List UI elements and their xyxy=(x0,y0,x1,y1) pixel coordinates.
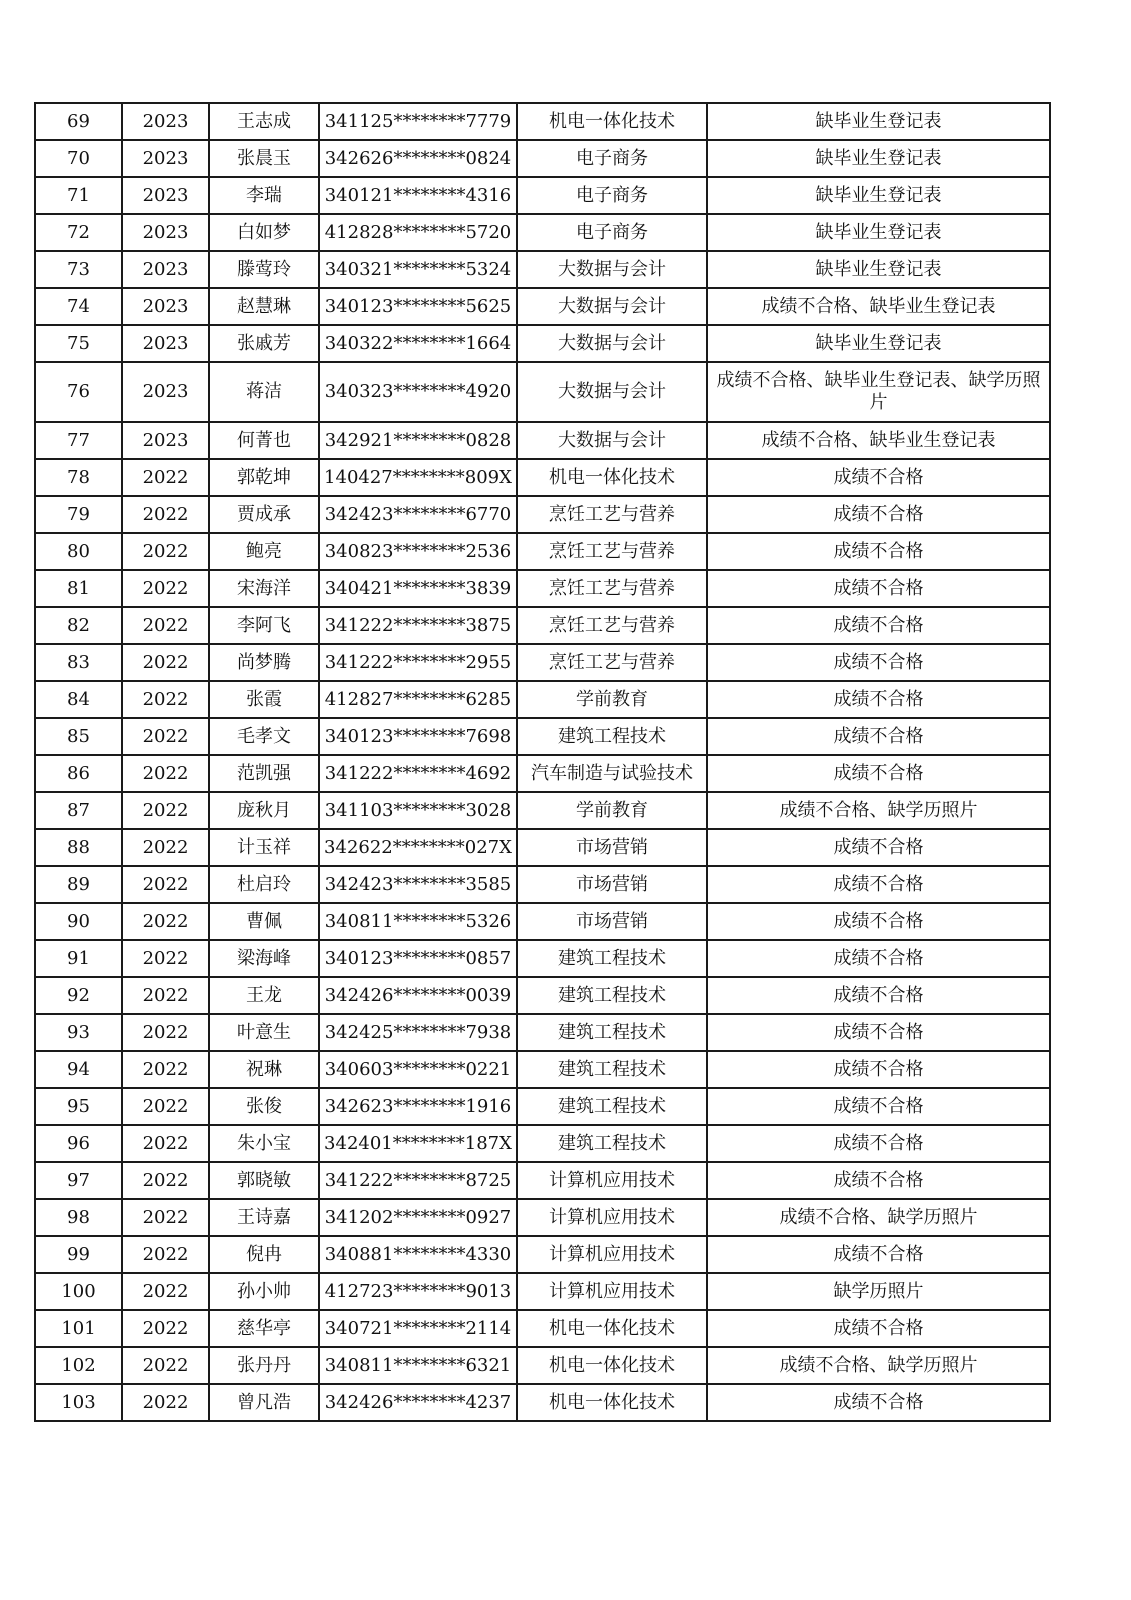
table-row xyxy=(35,214,1050,251)
table-row xyxy=(35,288,1050,325)
row-number-cell: 86 xyxy=(35,755,122,792)
student-name-cell: 张戚芳 xyxy=(209,325,319,362)
table-row xyxy=(35,1162,1050,1199)
id-number-cell: 412828********5720 xyxy=(319,214,517,251)
major-cell: 大数据与会计 xyxy=(517,362,707,422)
major-cell: 学前教育 xyxy=(517,681,707,718)
table-row xyxy=(35,1014,1050,1051)
student-name-cell: 杜启玲 xyxy=(209,866,319,903)
major-cell: 电子商务 xyxy=(517,140,707,177)
table-row xyxy=(35,103,1050,140)
year-cell: 2023 xyxy=(122,177,209,214)
remark-cell: 成绩不合格 xyxy=(707,866,1050,903)
id-number-cell: 342626********0824 xyxy=(319,140,517,177)
remark-cell: 成绩不合格 xyxy=(707,681,1050,718)
table-row xyxy=(35,755,1050,792)
student-name-cell: 曾凡浩 xyxy=(209,1384,319,1421)
table-row xyxy=(35,140,1050,177)
student-name-cell: 梁海峰 xyxy=(209,940,319,977)
id-number-cell: 342426********0039 xyxy=(319,977,517,1014)
major-cell: 机电一体化技术 xyxy=(517,459,707,496)
table-row xyxy=(35,977,1050,1014)
student-name-cell: 白如梦 xyxy=(209,214,319,251)
row-number-cell: 75 xyxy=(35,325,122,362)
table-row xyxy=(35,1088,1050,1125)
table-row xyxy=(35,422,1050,459)
year-cell: 2022 xyxy=(122,1236,209,1273)
id-number-cell: 340123********0857 xyxy=(319,940,517,977)
year-cell: 2022 xyxy=(122,1347,209,1384)
table-row xyxy=(35,829,1050,866)
row-number-cell: 70 xyxy=(35,140,122,177)
row-number-cell: 77 xyxy=(35,422,122,459)
row-number-cell: 76 xyxy=(35,362,122,422)
id-number-cell: 341222********3875 xyxy=(319,607,517,644)
remark-cell: 成绩不合格 xyxy=(707,755,1050,792)
id-number-cell: 342622********027X xyxy=(319,829,517,866)
student-name-cell: 范凯强 xyxy=(209,755,319,792)
year-cell: 2022 xyxy=(122,718,209,755)
row-number-cell: 85 xyxy=(35,718,122,755)
student-name-cell: 宋海洋 xyxy=(209,570,319,607)
major-cell: 建筑工程技术 xyxy=(517,1051,707,1088)
major-cell: 市场营销 xyxy=(517,829,707,866)
year-cell: 2022 xyxy=(122,607,209,644)
major-cell: 学前教育 xyxy=(517,792,707,829)
id-number-cell: 340323********4920 xyxy=(319,362,517,422)
major-cell: 建筑工程技术 xyxy=(517,977,707,1014)
year-cell: 2023 xyxy=(122,214,209,251)
remark-cell: 成绩不合格 xyxy=(707,607,1050,644)
id-number-cell: 340121********4316 xyxy=(319,177,517,214)
table-row xyxy=(35,251,1050,288)
table-row xyxy=(35,607,1050,644)
year-cell: 2022 xyxy=(122,940,209,977)
row-number-cell: 88 xyxy=(35,829,122,866)
major-cell: 机电一体化技术 xyxy=(517,1347,707,1384)
year-cell: 2022 xyxy=(122,792,209,829)
table-row xyxy=(35,644,1050,681)
year-cell: 2022 xyxy=(122,533,209,570)
id-number-cell: 341222********8725 xyxy=(319,1162,517,1199)
major-cell: 建筑工程技术 xyxy=(517,1125,707,1162)
row-number-cell: 97 xyxy=(35,1162,122,1199)
table-row xyxy=(35,940,1050,977)
major-cell: 机电一体化技术 xyxy=(517,103,707,140)
major-cell: 建筑工程技术 xyxy=(517,1088,707,1125)
year-cell: 2022 xyxy=(122,459,209,496)
remark-cell: 成绩不合格 xyxy=(707,718,1050,755)
id-number-cell: 340811********6321 xyxy=(319,1347,517,1384)
row-number-cell: 90 xyxy=(35,903,122,940)
major-cell: 烹饪工艺与营养 xyxy=(517,496,707,533)
student-name-cell: 叶意生 xyxy=(209,1014,319,1051)
id-number-cell: 340881********4330 xyxy=(319,1236,517,1273)
row-number-cell: 94 xyxy=(35,1051,122,1088)
student-name-cell: 曹佩 xyxy=(209,903,319,940)
remark-cell: 成绩不合格 xyxy=(707,829,1050,866)
remark-cell: 缺毕业生登记表 xyxy=(707,140,1050,177)
major-cell: 建筑工程技术 xyxy=(517,718,707,755)
row-number-cell: 98 xyxy=(35,1199,122,1236)
id-number-cell: 341222********4692 xyxy=(319,755,517,792)
row-number-cell: 93 xyxy=(35,1014,122,1051)
student-name-cell: 张晨玉 xyxy=(209,140,319,177)
table-body xyxy=(35,103,1050,1421)
remark-cell: 成绩不合格、缺毕业生登记表、缺学历照片 xyxy=(707,362,1050,422)
major-cell: 机电一体化技术 xyxy=(517,1384,707,1421)
student-name-cell: 毛孝文 xyxy=(209,718,319,755)
row-number-cell: 81 xyxy=(35,570,122,607)
table-row xyxy=(35,177,1050,214)
major-cell: 大数据与会计 xyxy=(517,251,707,288)
year-cell: 2023 xyxy=(122,140,209,177)
row-number-cell: 99 xyxy=(35,1236,122,1273)
year-cell: 2022 xyxy=(122,1273,209,1310)
student-name-cell: 倪冉 xyxy=(209,1236,319,1273)
year-cell: 2022 xyxy=(122,866,209,903)
id-number-cell: 342401********187X xyxy=(319,1125,517,1162)
row-number-cell: 78 xyxy=(35,459,122,496)
table-row xyxy=(35,1384,1050,1421)
year-cell: 2022 xyxy=(122,1199,209,1236)
row-number-cell: 82 xyxy=(35,607,122,644)
major-cell: 电子商务 xyxy=(517,214,707,251)
row-number-cell: 102 xyxy=(35,1347,122,1384)
student-name-cell: 滕莺玲 xyxy=(209,251,319,288)
table-row xyxy=(35,866,1050,903)
table-row xyxy=(35,459,1050,496)
remark-cell: 成绩不合格 xyxy=(707,1162,1050,1199)
year-cell: 2023 xyxy=(122,362,209,422)
major-cell: 计算机应用技术 xyxy=(517,1162,707,1199)
id-number-cell: 340321********5324 xyxy=(319,251,517,288)
year-cell: 2022 xyxy=(122,1125,209,1162)
id-number-cell: 341103********3028 xyxy=(319,792,517,829)
major-cell: 市场营销 xyxy=(517,866,707,903)
student-name-cell: 何菁也 xyxy=(209,422,319,459)
student-name-cell: 张霞 xyxy=(209,681,319,718)
year-cell: 2022 xyxy=(122,1384,209,1421)
major-cell: 机电一体化技术 xyxy=(517,1310,707,1347)
table-row xyxy=(35,570,1050,607)
student-name-cell: 李阿飞 xyxy=(209,607,319,644)
remark-cell: 成绩不合格 xyxy=(707,570,1050,607)
student-name-cell: 郭乾坤 xyxy=(209,459,319,496)
row-number-cell: 95 xyxy=(35,1088,122,1125)
year-cell: 2022 xyxy=(122,755,209,792)
remark-cell: 成绩不合格 xyxy=(707,644,1050,681)
id-number-cell: 341222********2955 xyxy=(319,644,517,681)
year-cell: 2023 xyxy=(122,251,209,288)
table-row xyxy=(35,1310,1050,1347)
major-cell: 汽车制造与试验技术 xyxy=(517,755,707,792)
remark-cell: 成绩不合格、缺学历照片 xyxy=(707,1347,1050,1384)
student-name-cell: 张丹丹 xyxy=(209,1347,319,1384)
student-name-cell: 祝琳 xyxy=(209,1051,319,1088)
remark-cell: 缺毕业生登记表 xyxy=(707,214,1050,251)
year-cell: 2023 xyxy=(122,325,209,362)
row-number-cell: 73 xyxy=(35,251,122,288)
student-name-cell: 张俊 xyxy=(209,1088,319,1125)
table-row xyxy=(35,903,1050,940)
table-row xyxy=(35,681,1050,718)
id-number-cell: 342425********7938 xyxy=(319,1014,517,1051)
year-cell: 2022 xyxy=(122,829,209,866)
id-number-cell: 340123********7698 xyxy=(319,718,517,755)
row-number-cell: 72 xyxy=(35,214,122,251)
remark-cell: 成绩不合格、缺学历照片 xyxy=(707,1199,1050,1236)
student-name-cell: 鲍亮 xyxy=(209,533,319,570)
remark-cell: 缺毕业生登记表 xyxy=(707,103,1050,140)
student-name-cell: 王志成 xyxy=(209,103,319,140)
row-number-cell: 71 xyxy=(35,177,122,214)
remark-cell: 成绩不合格 xyxy=(707,1014,1050,1051)
student-name-cell: 朱小宝 xyxy=(209,1125,319,1162)
major-cell: 计算机应用技术 xyxy=(517,1199,707,1236)
id-number-cell: 340322********1664 xyxy=(319,325,517,362)
row-number-cell: 103 xyxy=(35,1384,122,1421)
row-number-cell: 83 xyxy=(35,644,122,681)
row-number-cell: 80 xyxy=(35,533,122,570)
remark-cell: 成绩不合格、缺毕业生登记表 xyxy=(707,422,1050,459)
remark-cell: 成绩不合格 xyxy=(707,1310,1050,1347)
year-cell: 2022 xyxy=(122,1051,209,1088)
remark-cell: 成绩不合格 xyxy=(707,1236,1050,1273)
year-cell: 2022 xyxy=(122,496,209,533)
remark-cell: 成绩不合格 xyxy=(707,1088,1050,1125)
year-cell: 2023 xyxy=(122,288,209,325)
id-number-cell: 340721********2114 xyxy=(319,1310,517,1347)
id-number-cell: 412827********6285 xyxy=(319,681,517,718)
table-row xyxy=(35,1125,1050,1162)
remark-cell: 成绩不合格、缺学历照片 xyxy=(707,792,1050,829)
table-row xyxy=(35,1051,1050,1088)
major-cell: 建筑工程技术 xyxy=(517,940,707,977)
row-number-cell: 84 xyxy=(35,681,122,718)
student-name-cell: 李瑞 xyxy=(209,177,319,214)
id-number-cell: 340421********3839 xyxy=(319,570,517,607)
student-name-cell: 王诗嘉 xyxy=(209,1199,319,1236)
major-cell: 电子商务 xyxy=(517,177,707,214)
major-cell: 大数据与会计 xyxy=(517,288,707,325)
year-cell: 2022 xyxy=(122,681,209,718)
row-number-cell: 96 xyxy=(35,1125,122,1162)
major-cell: 计算机应用技术 xyxy=(517,1273,707,1310)
major-cell: 烹饪工艺与营养 xyxy=(517,644,707,681)
table-row xyxy=(35,1199,1050,1236)
table-row xyxy=(35,792,1050,829)
student-name-cell: 慈华亭 xyxy=(209,1310,319,1347)
id-number-cell: 342423********6770 xyxy=(319,496,517,533)
major-cell: 烹饪工艺与营养 xyxy=(517,607,707,644)
remark-cell: 成绩不合格 xyxy=(707,1051,1050,1088)
remark-cell: 成绩不合格 xyxy=(707,940,1050,977)
remark-cell: 成绩不合格 xyxy=(707,496,1050,533)
id-number-cell: 341125********7779 xyxy=(319,103,517,140)
student-records-table xyxy=(34,102,1051,1422)
row-number-cell: 101 xyxy=(35,1310,122,1347)
major-cell: 建筑工程技术 xyxy=(517,1014,707,1051)
major-cell: 市场营销 xyxy=(517,903,707,940)
year-cell: 2022 xyxy=(122,977,209,1014)
student-name-cell: 庞秋月 xyxy=(209,792,319,829)
table-row xyxy=(35,325,1050,362)
table-row xyxy=(35,496,1050,533)
student-name-cell: 赵慧琳 xyxy=(209,288,319,325)
year-cell: 2022 xyxy=(122,1310,209,1347)
id-number-cell: 340811********5326 xyxy=(319,903,517,940)
remark-cell: 缺毕业生登记表 xyxy=(707,325,1050,362)
row-number-cell: 74 xyxy=(35,288,122,325)
row-number-cell: 79 xyxy=(35,496,122,533)
remark-cell: 成绩不合格 xyxy=(707,1125,1050,1162)
student-name-cell: 王龙 xyxy=(209,977,319,1014)
major-cell: 计算机应用技术 xyxy=(517,1236,707,1273)
row-number-cell: 87 xyxy=(35,792,122,829)
major-cell: 烹饪工艺与营养 xyxy=(517,570,707,607)
table-row xyxy=(35,533,1050,570)
id-number-cell: 412723********9013 xyxy=(319,1273,517,1310)
remark-cell: 成绩不合格 xyxy=(707,533,1050,570)
table-row xyxy=(35,1236,1050,1273)
year-cell: 2022 xyxy=(122,903,209,940)
student-name-cell: 孙小帅 xyxy=(209,1273,319,1310)
year-cell: 2023 xyxy=(122,422,209,459)
year-cell: 2022 xyxy=(122,1014,209,1051)
remark-cell: 成绩不合格 xyxy=(707,977,1050,1014)
major-cell: 大数据与会计 xyxy=(517,325,707,362)
table-row xyxy=(35,1273,1050,1310)
year-cell: 2022 xyxy=(122,1088,209,1125)
major-cell: 烹饪工艺与营养 xyxy=(517,533,707,570)
row-number-cell: 69 xyxy=(35,103,122,140)
remark-cell: 成绩不合格 xyxy=(707,1384,1050,1421)
student-name-cell: 蒋洁 xyxy=(209,362,319,422)
id-number-cell: 342921********0828 xyxy=(319,422,517,459)
student-name-cell: 贾成承 xyxy=(209,496,319,533)
id-number-cell: 340823********2536 xyxy=(319,533,517,570)
row-number-cell: 91 xyxy=(35,940,122,977)
table-row xyxy=(35,1347,1050,1384)
year-cell: 2022 xyxy=(122,1162,209,1199)
student-name-cell: 计玉祥 xyxy=(209,829,319,866)
id-number-cell: 140427********809X xyxy=(319,459,517,496)
major-cell: 大数据与会计 xyxy=(517,422,707,459)
id-number-cell: 340123********5625 xyxy=(319,288,517,325)
remark-cell: 成绩不合格 xyxy=(707,459,1050,496)
id-number-cell: 342426********4237 xyxy=(319,1384,517,1421)
table-row xyxy=(35,362,1050,422)
row-number-cell: 100 xyxy=(35,1273,122,1310)
remark-cell: 缺毕业生登记表 xyxy=(707,177,1050,214)
year-cell: 2023 xyxy=(122,103,209,140)
remark-cell: 缺学历照片 xyxy=(707,1273,1050,1310)
remark-cell: 成绩不合格、缺毕业生登记表 xyxy=(707,288,1050,325)
id-number-cell: 342623********1916 xyxy=(319,1088,517,1125)
remark-cell: 缺毕业生登记表 xyxy=(707,251,1050,288)
year-cell: 2022 xyxy=(122,570,209,607)
id-number-cell: 342423********3585 xyxy=(319,866,517,903)
student-name-cell: 尚梦腾 xyxy=(209,644,319,681)
year-cell: 2022 xyxy=(122,644,209,681)
row-number-cell: 89 xyxy=(35,866,122,903)
id-number-cell: 340603********0221 xyxy=(319,1051,517,1088)
remark-cell: 成绩不合格 xyxy=(707,903,1050,940)
student-name-cell: 郭晓敏 xyxy=(209,1162,319,1199)
table-row xyxy=(35,718,1050,755)
id-number-cell: 341202********0927 xyxy=(319,1199,517,1236)
row-number-cell: 92 xyxy=(35,977,122,1014)
